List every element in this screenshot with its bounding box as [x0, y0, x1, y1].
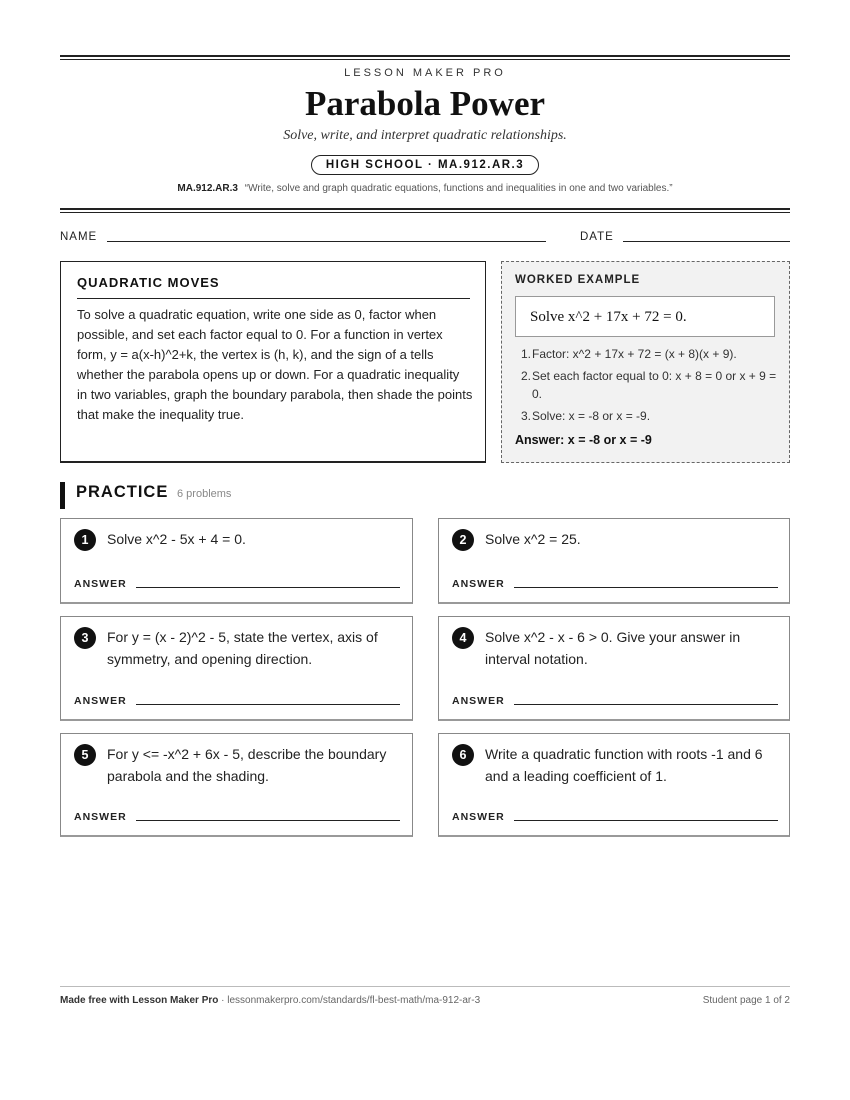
problem-number-badge: 3 [74, 627, 96, 649]
standard-text: “Write, solve and graph quadratic equations, functions and inequalities in one and two variables.” [244, 183, 673, 194]
quadratic-moves-box [60, 261, 486, 463]
step-text: Solve: x = -8 or x = -9. [532, 409, 651, 423]
step-text: Factor: x^2 + 17x + 72 = (x + 8)(x + 9). [532, 347, 737, 361]
problem-text: Solve x^2 - 5x + 4 = 0. [107, 531, 246, 547]
answer-label: ANSWER [74, 695, 127, 707]
worked-example-step [515, 345, 781, 363]
step-number: 1. [521, 347, 532, 361]
problem-number-badge: 1 [74, 529, 96, 551]
quadratic-moves-text: To solve a quadratic equation, write one side as 0, factor when possible, and set each factor equal to 0. For a function in vertex form, y = a(x-h)^2+k, the vertex is (h, k), and the sign of a tells whether the parabola opens up or down. For a quadratic inequality in two variables, graph the boundary parabola, then shade the points that make the inequality true. [77, 307, 473, 422]
grade-standard-badge: HIGH SCHOOL · MA.912.AR.3 [311, 155, 539, 175]
footer-page-number: Student page 1 of 2 [702, 995, 790, 1006]
practice-problem-card [438, 518, 790, 604]
page-subtitle: Solve, write, and interpret quadratic relationships. [283, 128, 567, 143]
step-text: Set each factor equal to 0: x + 8 = 0 or x + 9 = 0. [532, 369, 777, 401]
quadratic-moves-title: QUADRATIC MOVES [77, 275, 220, 290]
name-field[interactable] [107, 241, 546, 242]
answer-field[interactable] [136, 587, 400, 588]
date-field[interactable] [623, 241, 790, 242]
badge-wrapper [60, 153, 790, 175]
date-label: DATE [580, 231, 614, 243]
footer-made-with: Made free with Lesson Maker Pro [60, 995, 219, 1006]
practice-problem-card [438, 733, 790, 837]
answer-field[interactable] [514, 587, 778, 588]
problem-text: For y = (x - 2)^2 - 5, state the vertex, axis of symmetry, and opening direction. [107, 629, 378, 667]
page-title: Parabola Power [304, 84, 546, 123]
problem-text: For y <= -x^2 + 6x - 5, describe the boundary parabola and the shading. [107, 746, 387, 784]
worked-example-answer: Answer: x = -8 or x = -9 [515, 433, 652, 447]
worksheet-page [60, 0, 790, 1100]
standard-description [60, 183, 790, 194]
problem-number-badge: 4 [452, 627, 474, 649]
answer-label: ANSWER [452, 578, 505, 590]
problem-text: Write a quadratic function with roots -1 and 6 and a leading coefficient of 1. [485, 746, 763, 784]
step-number: 3. [521, 409, 532, 423]
answer-label: ANSWER [74, 578, 127, 590]
practice-title: PRACTICE [76, 483, 169, 501]
worked-example-problem: Solve x^2 + 17x + 72 = 0. [515, 296, 775, 337]
practice-count: 6 problems [177, 488, 232, 500]
answer-field[interactable] [514, 820, 778, 821]
answer-label: ANSWER [74, 811, 127, 823]
worked-example-box [501, 261, 790, 463]
step-number: 2. [521, 369, 532, 383]
header-top-rule [60, 55, 790, 60]
worked-example-step [515, 367, 781, 403]
worked-example-steps [515, 345, 781, 429]
answer-field[interactable] [136, 820, 400, 821]
footer-credit [60, 995, 480, 1006]
answer-label: ANSWER [452, 811, 505, 823]
header-bottom-rule [60, 208, 790, 213]
practice-problem-card [438, 616, 790, 721]
problem-number-badge: 2 [452, 529, 474, 551]
problem-text: Solve x^2 - x - 6 > 0. Give your answer in interval notation. [485, 629, 741, 667]
worked-example-step [515, 407, 781, 425]
standard-code: MA.912.AR.3 [177, 183, 238, 194]
practice-problem-card [60, 616, 413, 721]
name-label: NAME [60, 231, 98, 243]
footer-divider [60, 986, 790, 987]
problem-number-badge: 6 [452, 744, 474, 766]
problem-text: Solve x^2 = 25. [485, 531, 581, 547]
practice-accent-bar [60, 482, 65, 509]
practice-problem-card [60, 733, 413, 837]
quadratic-moves-divider [77, 298, 470, 299]
problem-number-badge: 5 [74, 744, 96, 766]
worked-example-title: WORKED EXAMPLE [515, 274, 641, 286]
answer-field[interactable] [514, 704, 778, 705]
practice-problem-card [60, 518, 413, 604]
footer-url: · lessonmakerpro.com/standards/fl-best-math/ma-912-ar-3 [218, 995, 481, 1006]
answer-field[interactable] [136, 704, 400, 705]
answer-label: ANSWER [452, 695, 505, 707]
brand-label: LESSON MAKER PRO [344, 67, 506, 79]
